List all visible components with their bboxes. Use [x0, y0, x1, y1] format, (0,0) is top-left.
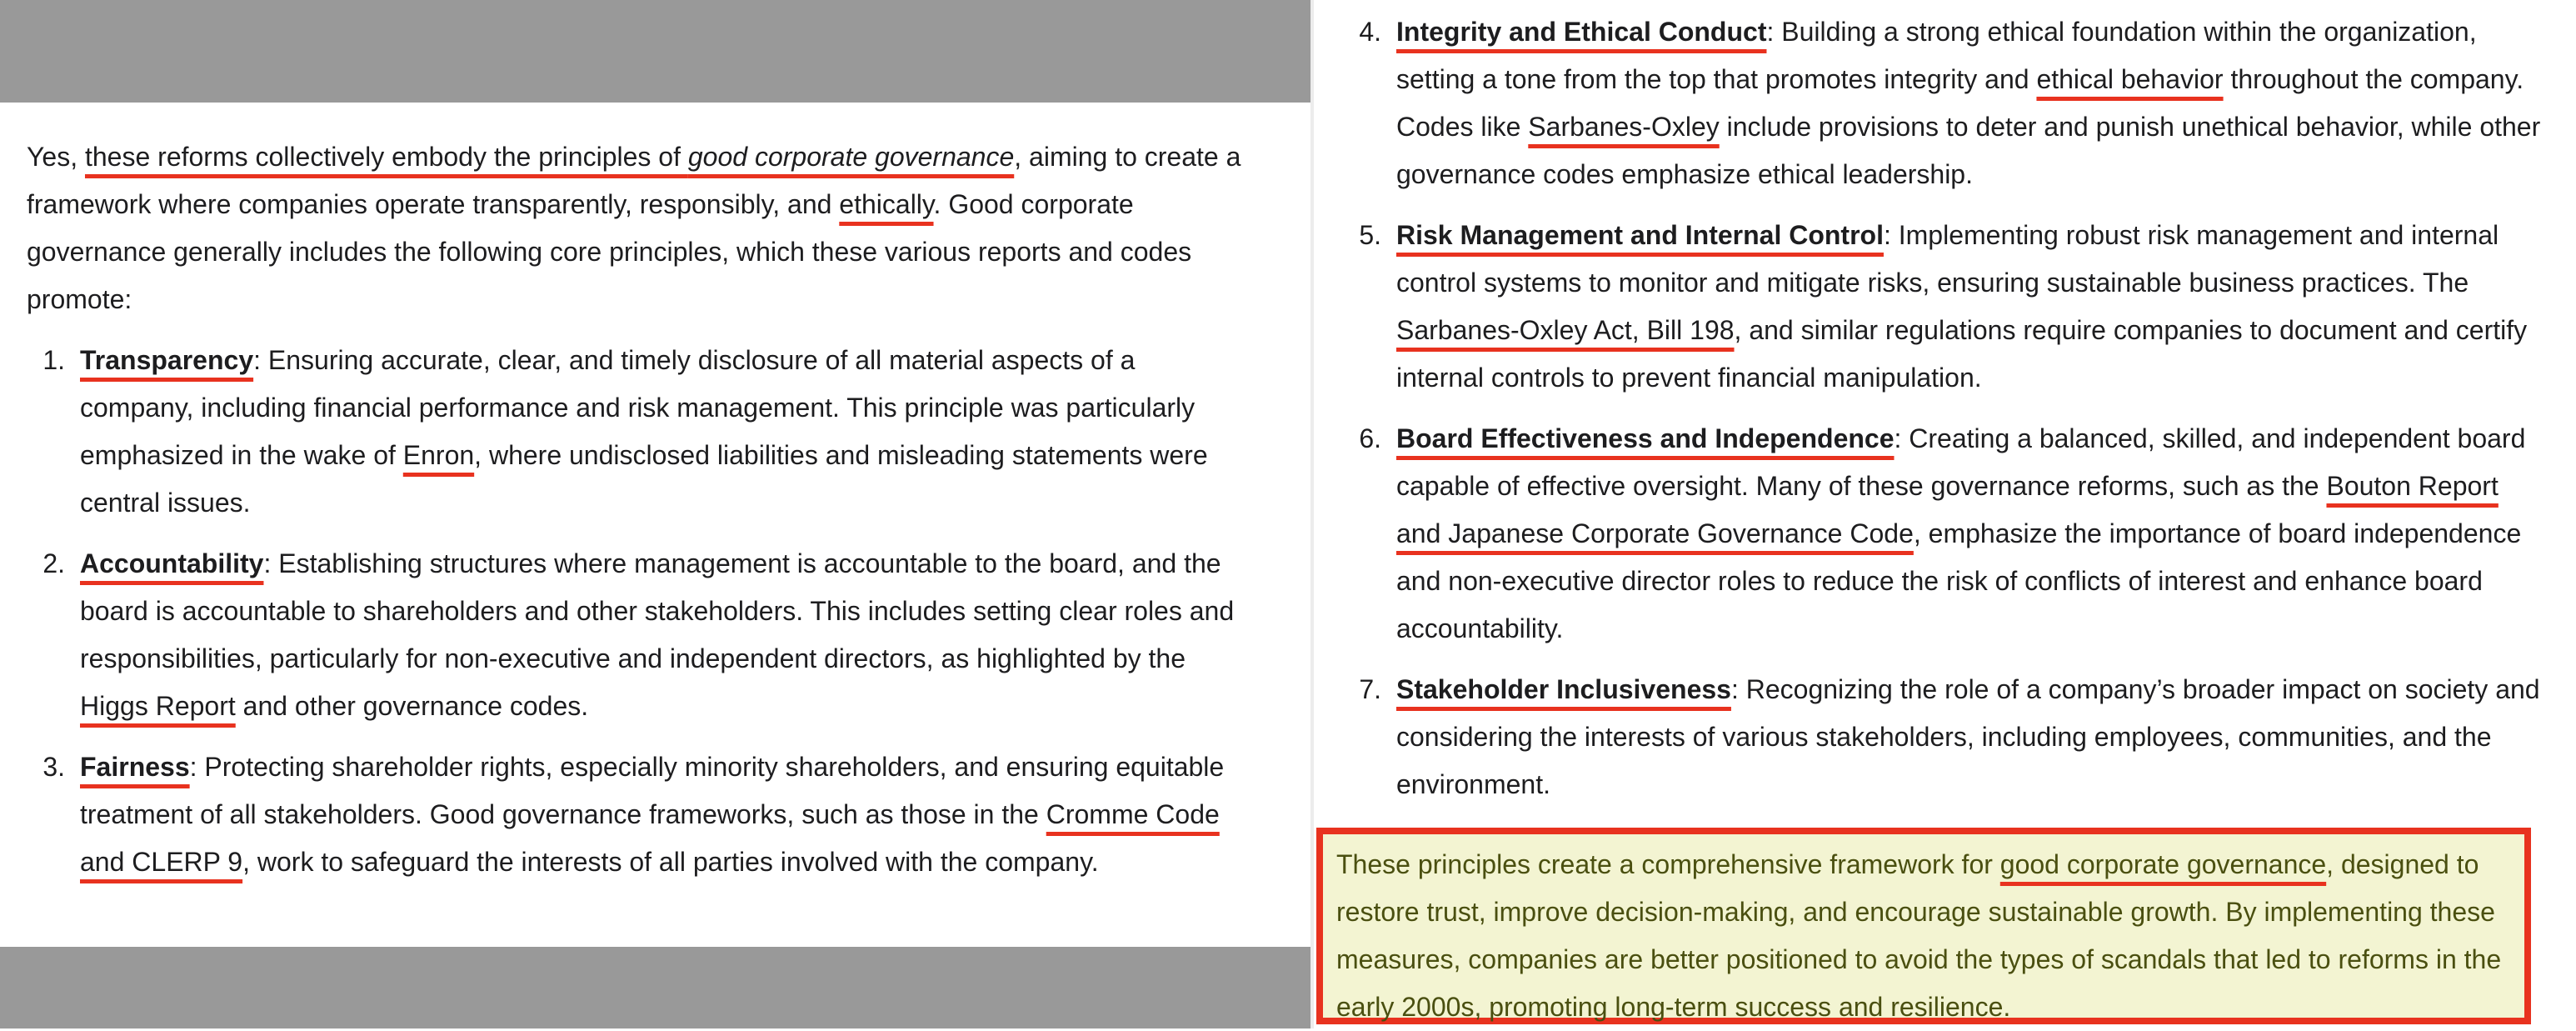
emphasis-good-corporate-governance: good corporate governance [687, 142, 1015, 172]
highlight-reference: Bouton Report and Japanese Corporate Governance Code [1396, 471, 2499, 548]
principle-term: Fairness [80, 752, 190, 782]
highlight-ethically: ethically [839, 189, 934, 219]
highlight-reference: Cromme Code and CLERP 9 [80, 799, 1220, 877]
list-item [1343, 415, 2543, 653]
highlight-reforms-embody [85, 142, 1014, 172]
list-item [1343, 666, 2543, 808]
summary-text: These principles create a comprehensive framework for [1336, 849, 2000, 879]
list-item-text [80, 540, 1251, 730]
list-item [27, 540, 1251, 730]
intro-text: . Good corporate governance generally includes the following core principles, which these various reports and codes promote: [27, 189, 1192, 314]
list-item [27, 337, 1251, 527]
highlight-reference: Higgs Report [80, 691, 236, 721]
principle-description: : Recognizing the role of a company’s broader impact on society and considering the interests of various stakeholders, including employees, communities, and the environment. [1396, 674, 2540, 799]
principle-description: : Establishing structures where management is accountable to the board, and the board is accountable to shareholders and other stakeholders. This includes setting clear roles and responsibilities, particularly for non-executive and independent directors, as highlighted by the [80, 548, 1235, 673]
principle-description: : Protecting shareholder rights, especially minority shareholders, and ensuring equitable treatment of all stakeholders. Good governance frameworks, such as those in the [80, 752, 1225, 829]
highlight-reference: ethical behavior [2036, 64, 2224, 94]
highlighted-summary-box [1316, 828, 2531, 1024]
principle-description: , where undisclosed liabilities and misleading statements were central issues. [80, 440, 1208, 518]
intro-text: , aiming to create a framework where companies operate transparently, responsibly, and [27, 142, 1241, 219]
list-number: 6. [1359, 423, 1381, 453]
principle-description: throughout the company. Codes like [1396, 64, 2524, 142]
list-item-text [80, 743, 1251, 886]
list-item-text [1396, 666, 2543, 808]
left-response-panel [27, 133, 1251, 899]
list-item [1343, 8, 2543, 198]
principle-term: Accountability [80, 548, 264, 578]
list-item [27, 743, 1251, 886]
principle-term: Board Effectiveness and Independence [1396, 423, 1895, 453]
list-item-text [80, 337, 1251, 527]
principle-term: Integrity and Ethical Conduct [1396, 17, 1767, 47]
list-number: 3. [42, 752, 65, 782]
list-item-text [1396, 415, 2543, 653]
principle-term: Risk Management and Internal Control [1396, 220, 1884, 250]
list-item [1343, 212, 2543, 402]
summary-paragraph [1336, 841, 2511, 1031]
gray-overlay-top [0, 0, 1310, 103]
principle-description: , emphasize the importance of board independence and non-executive director roles to reduce the risk of conflicts of interest and enhance board accountability. [1396, 518, 2522, 643]
highlight-reference: good corporate governance [1999, 849, 2327, 879]
list-item-text [1396, 212, 2543, 402]
principle-term: Transparency [80, 345, 254, 375]
right-response-panel [1343, 8, 2543, 822]
principle-description: , work to safeguard the interests of all parties involved with the company. [242, 847, 1099, 877]
gray-overlay-bottom [0, 947, 1310, 1028]
highlight-reference: Sarbanes-Oxley [1528, 112, 1720, 142]
list-item-text [1396, 8, 2543, 198]
highlight-text: these reforms collectively embody the principles of [84, 142, 688, 172]
highlight-reference: Sarbanes-Oxley Act, Bill 198 [1396, 315, 1735, 345]
principle-term: Stakeholder Inclusiveness [1396, 674, 1731, 704]
principle-description: , and similar regulations require companies to document and certify internal controls to prevent financial manipulation. [1396, 315, 2528, 393]
summary-text: , designed to restore trust, improve decision-making, and encourage sustainable growth. By implementing these measures, companies are better positioned to avoid the types of scandals that led to reforms in the early 2000s, promoting long-term success and resilience. [1336, 849, 2502, 1022]
principle-description: : Implementing robust risk management and internal control systems to monitor and mitigate risks, ensuring sustainable business practices. The [1396, 220, 2499, 298]
principle-description: and other governance codes. [235, 691, 589, 721]
principle-description: : Ensuring accurate, clear, and timely disclosure of all material aspects of a company, including financial performance and risk management. This principle was particularly emphasized in the wake of [80, 345, 1196, 470]
list-number: 4. [1359, 17, 1381, 47]
list-number: 2. [42, 548, 65, 578]
list-number: 5. [1359, 220, 1381, 250]
panel-divider [1310, 0, 1314, 1028]
intro-paragraph [27, 133, 1251, 323]
intro-text: Yes, [27, 142, 85, 172]
list-number: 7. [1359, 674, 1381, 704]
principle-description: : Building a strong ethical foundation within the organization, setting a tone from the top that promotes integrity and [1396, 17, 2477, 94]
principle-description: : Creating a balanced, skilled, and independent board capable of effective oversight. Many of these governance reforms, such as the [1396, 423, 2526, 501]
highlight-reference: Enron [402, 440, 475, 470]
principle-description: include provisions to deter and punish unethical behavior, while other governance codes emphasize ethical leadership. [1396, 112, 2541, 189]
list-number: 1. [42, 345, 65, 375]
